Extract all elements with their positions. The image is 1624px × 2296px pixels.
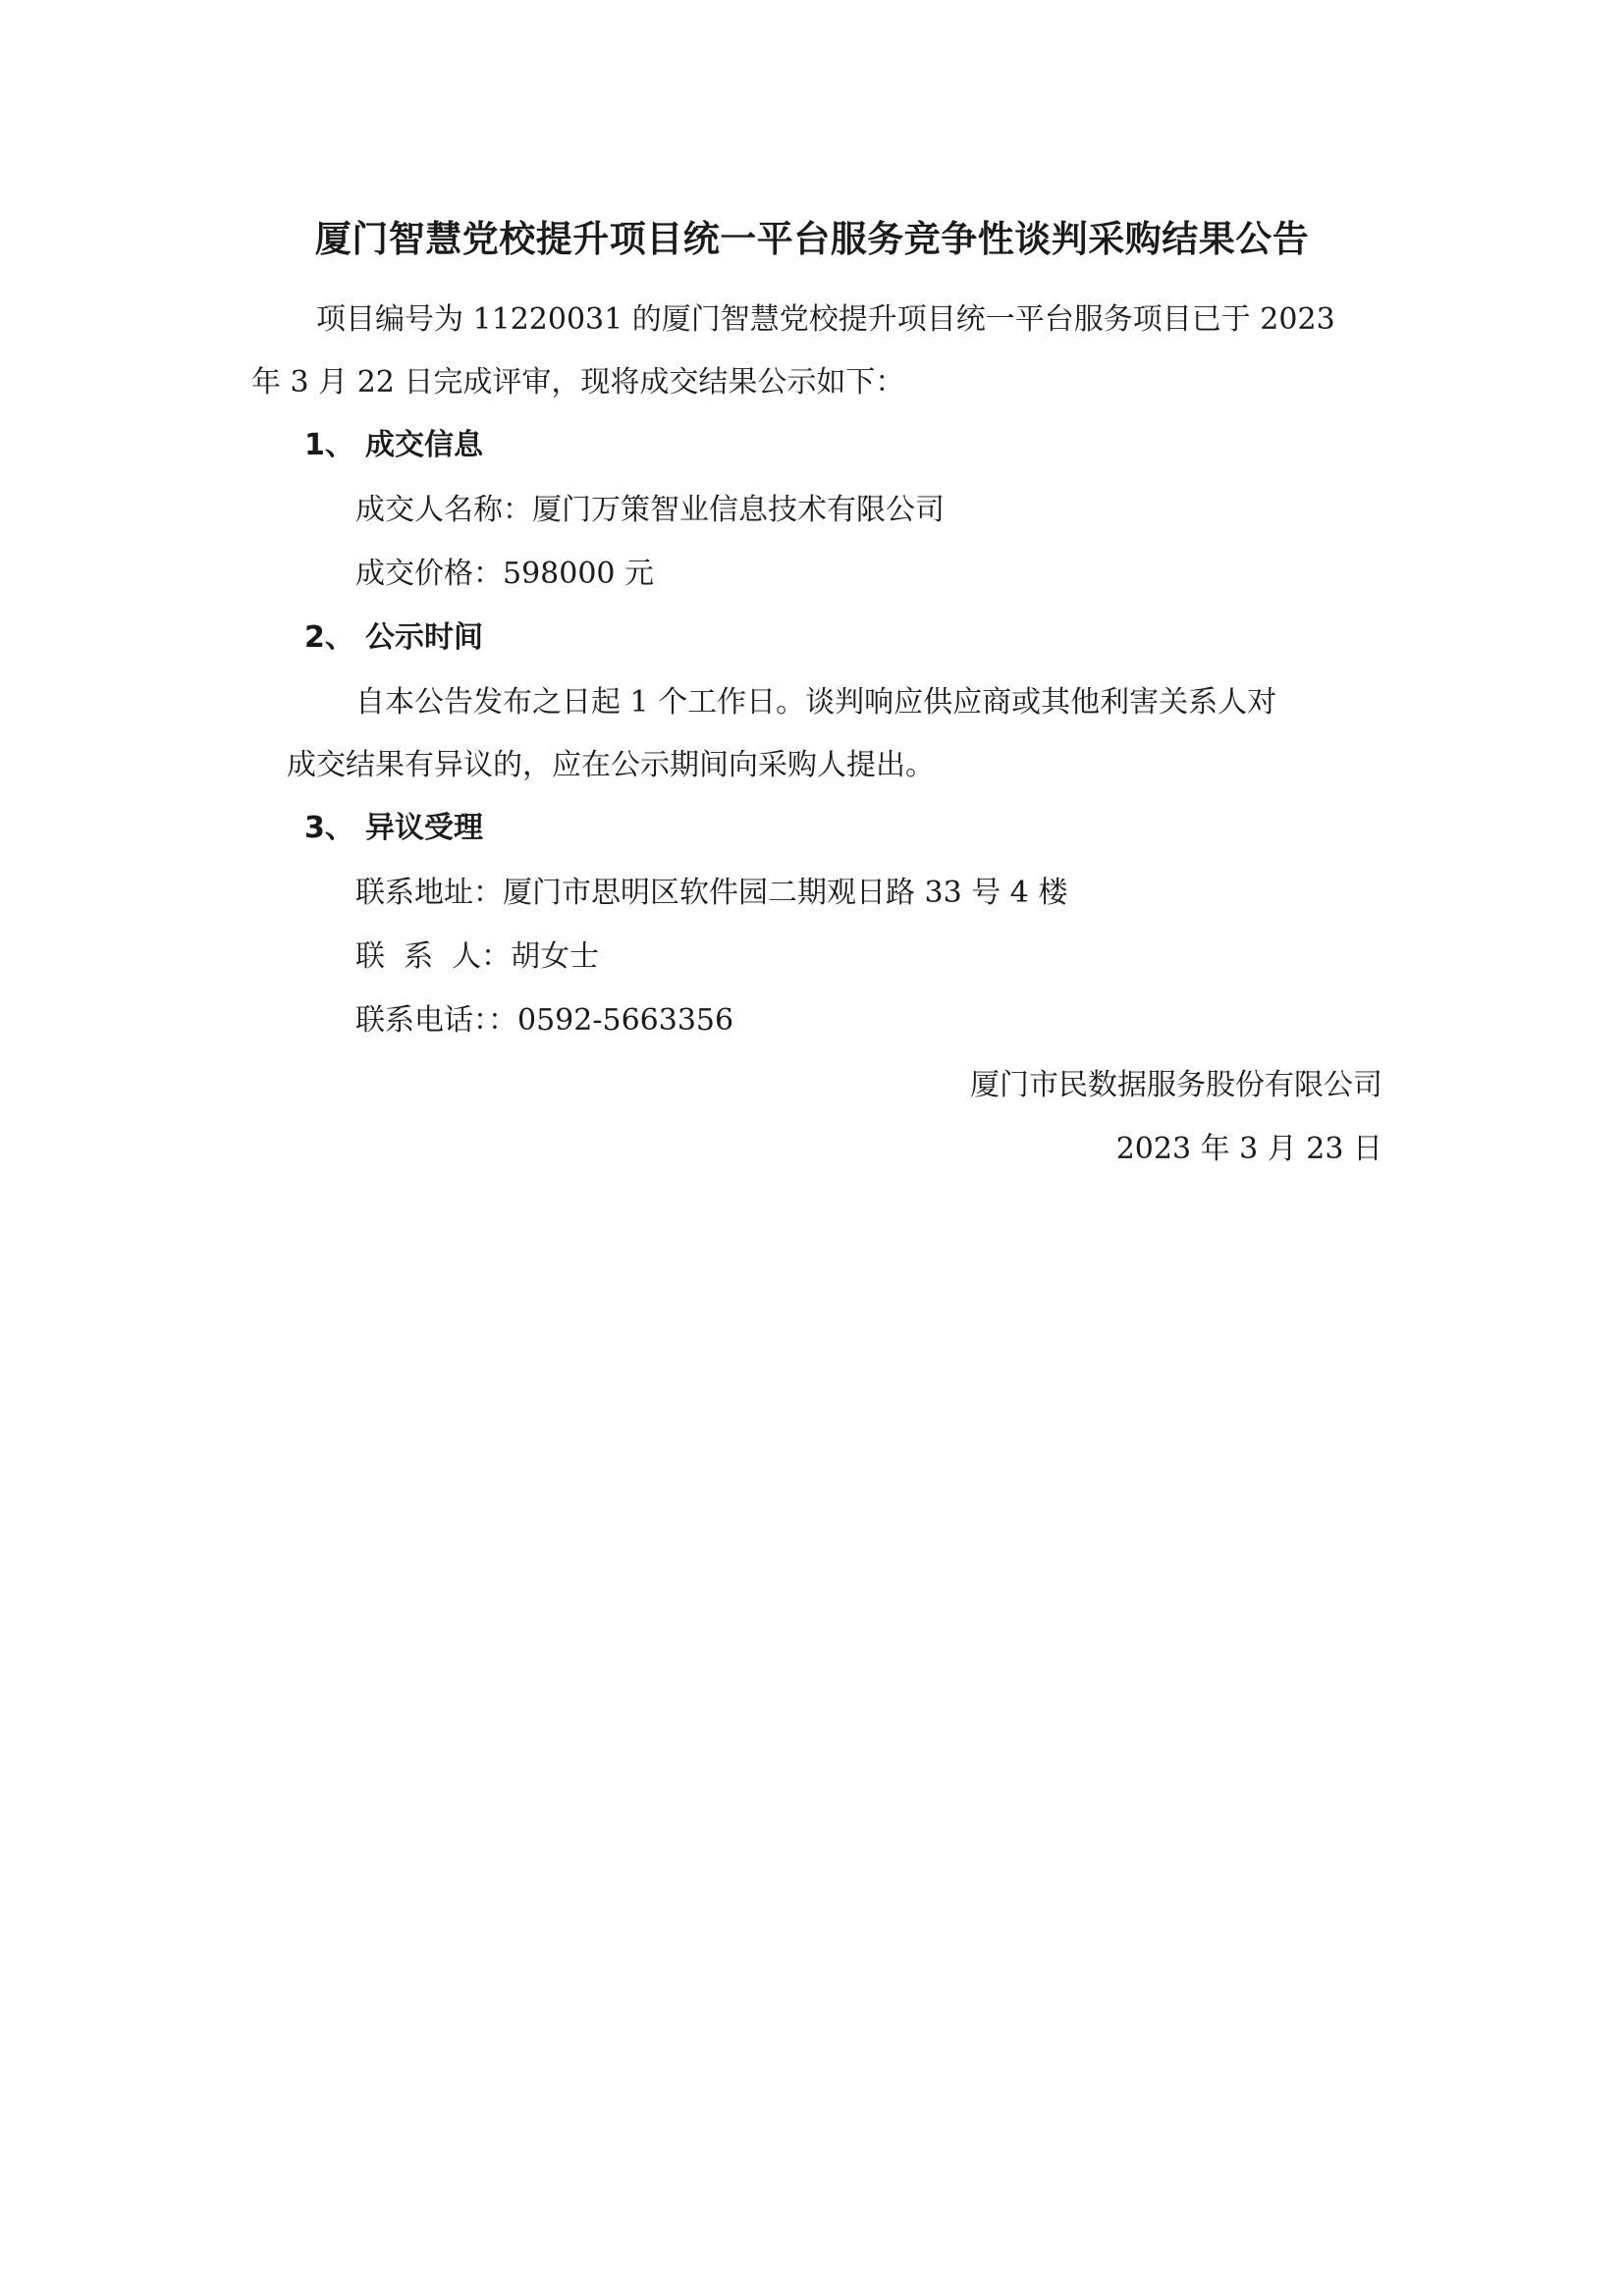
section-title: 异议受理 — [365, 811, 483, 845]
deal-winner-line: 成交人名称：厦门万策智业信息技术有限公司 — [355, 493, 945, 527]
section-heading-3 — [304, 807, 483, 850]
section-title: 公示时间 — [365, 620, 483, 655]
intro-line-1: 项目编号为 11220031 的厦门智慧党校提升项目统一平台服务项目已于 2023 — [316, 302, 1335, 337]
section-number: 2、 — [304, 620, 354, 655]
publicity-line-1: 自本公告发布之日起 1 个工作日。谈判响应供应商或其他利害关系人对 — [355, 685, 1277, 720]
contact-person-line: 联 系 人：胡女士 — [355, 939, 600, 974]
signature-date: 2023 年 3 月 23 日 — [1115, 1132, 1382, 1166]
deal-price-line: 成交价格：598000 元 — [355, 557, 655, 591]
section-heading-2 — [304, 616, 483, 660]
contact-address-line: 联系地址：厦门市思明区软件园二期观日路 33 号 4 楼 — [355, 876, 1068, 910]
document-title: 厦门智慧党校提升项目统一平台服务竞争性谈判采购结果公告 — [314, 218, 1310, 260]
section-number: 1、 — [304, 428, 354, 462]
contact-phone-line: 联系电话：：0592-5663356 — [355, 1003, 734, 1038]
section-title: 成交信息 — [365, 428, 483, 462]
signature-org: 厦门市民数据服务股份有限公司 — [970, 1068, 1382, 1102]
intro-line-2: 年 3 月 22 日完成评审，现将成交结果公示如下： — [251, 365, 905, 400]
section-number: 3、 — [304, 811, 354, 845]
section-heading-1 — [304, 424, 483, 467]
publicity-line-2: 成交结果有异议的，应在公示期间向采购人提出。 — [287, 748, 935, 782]
